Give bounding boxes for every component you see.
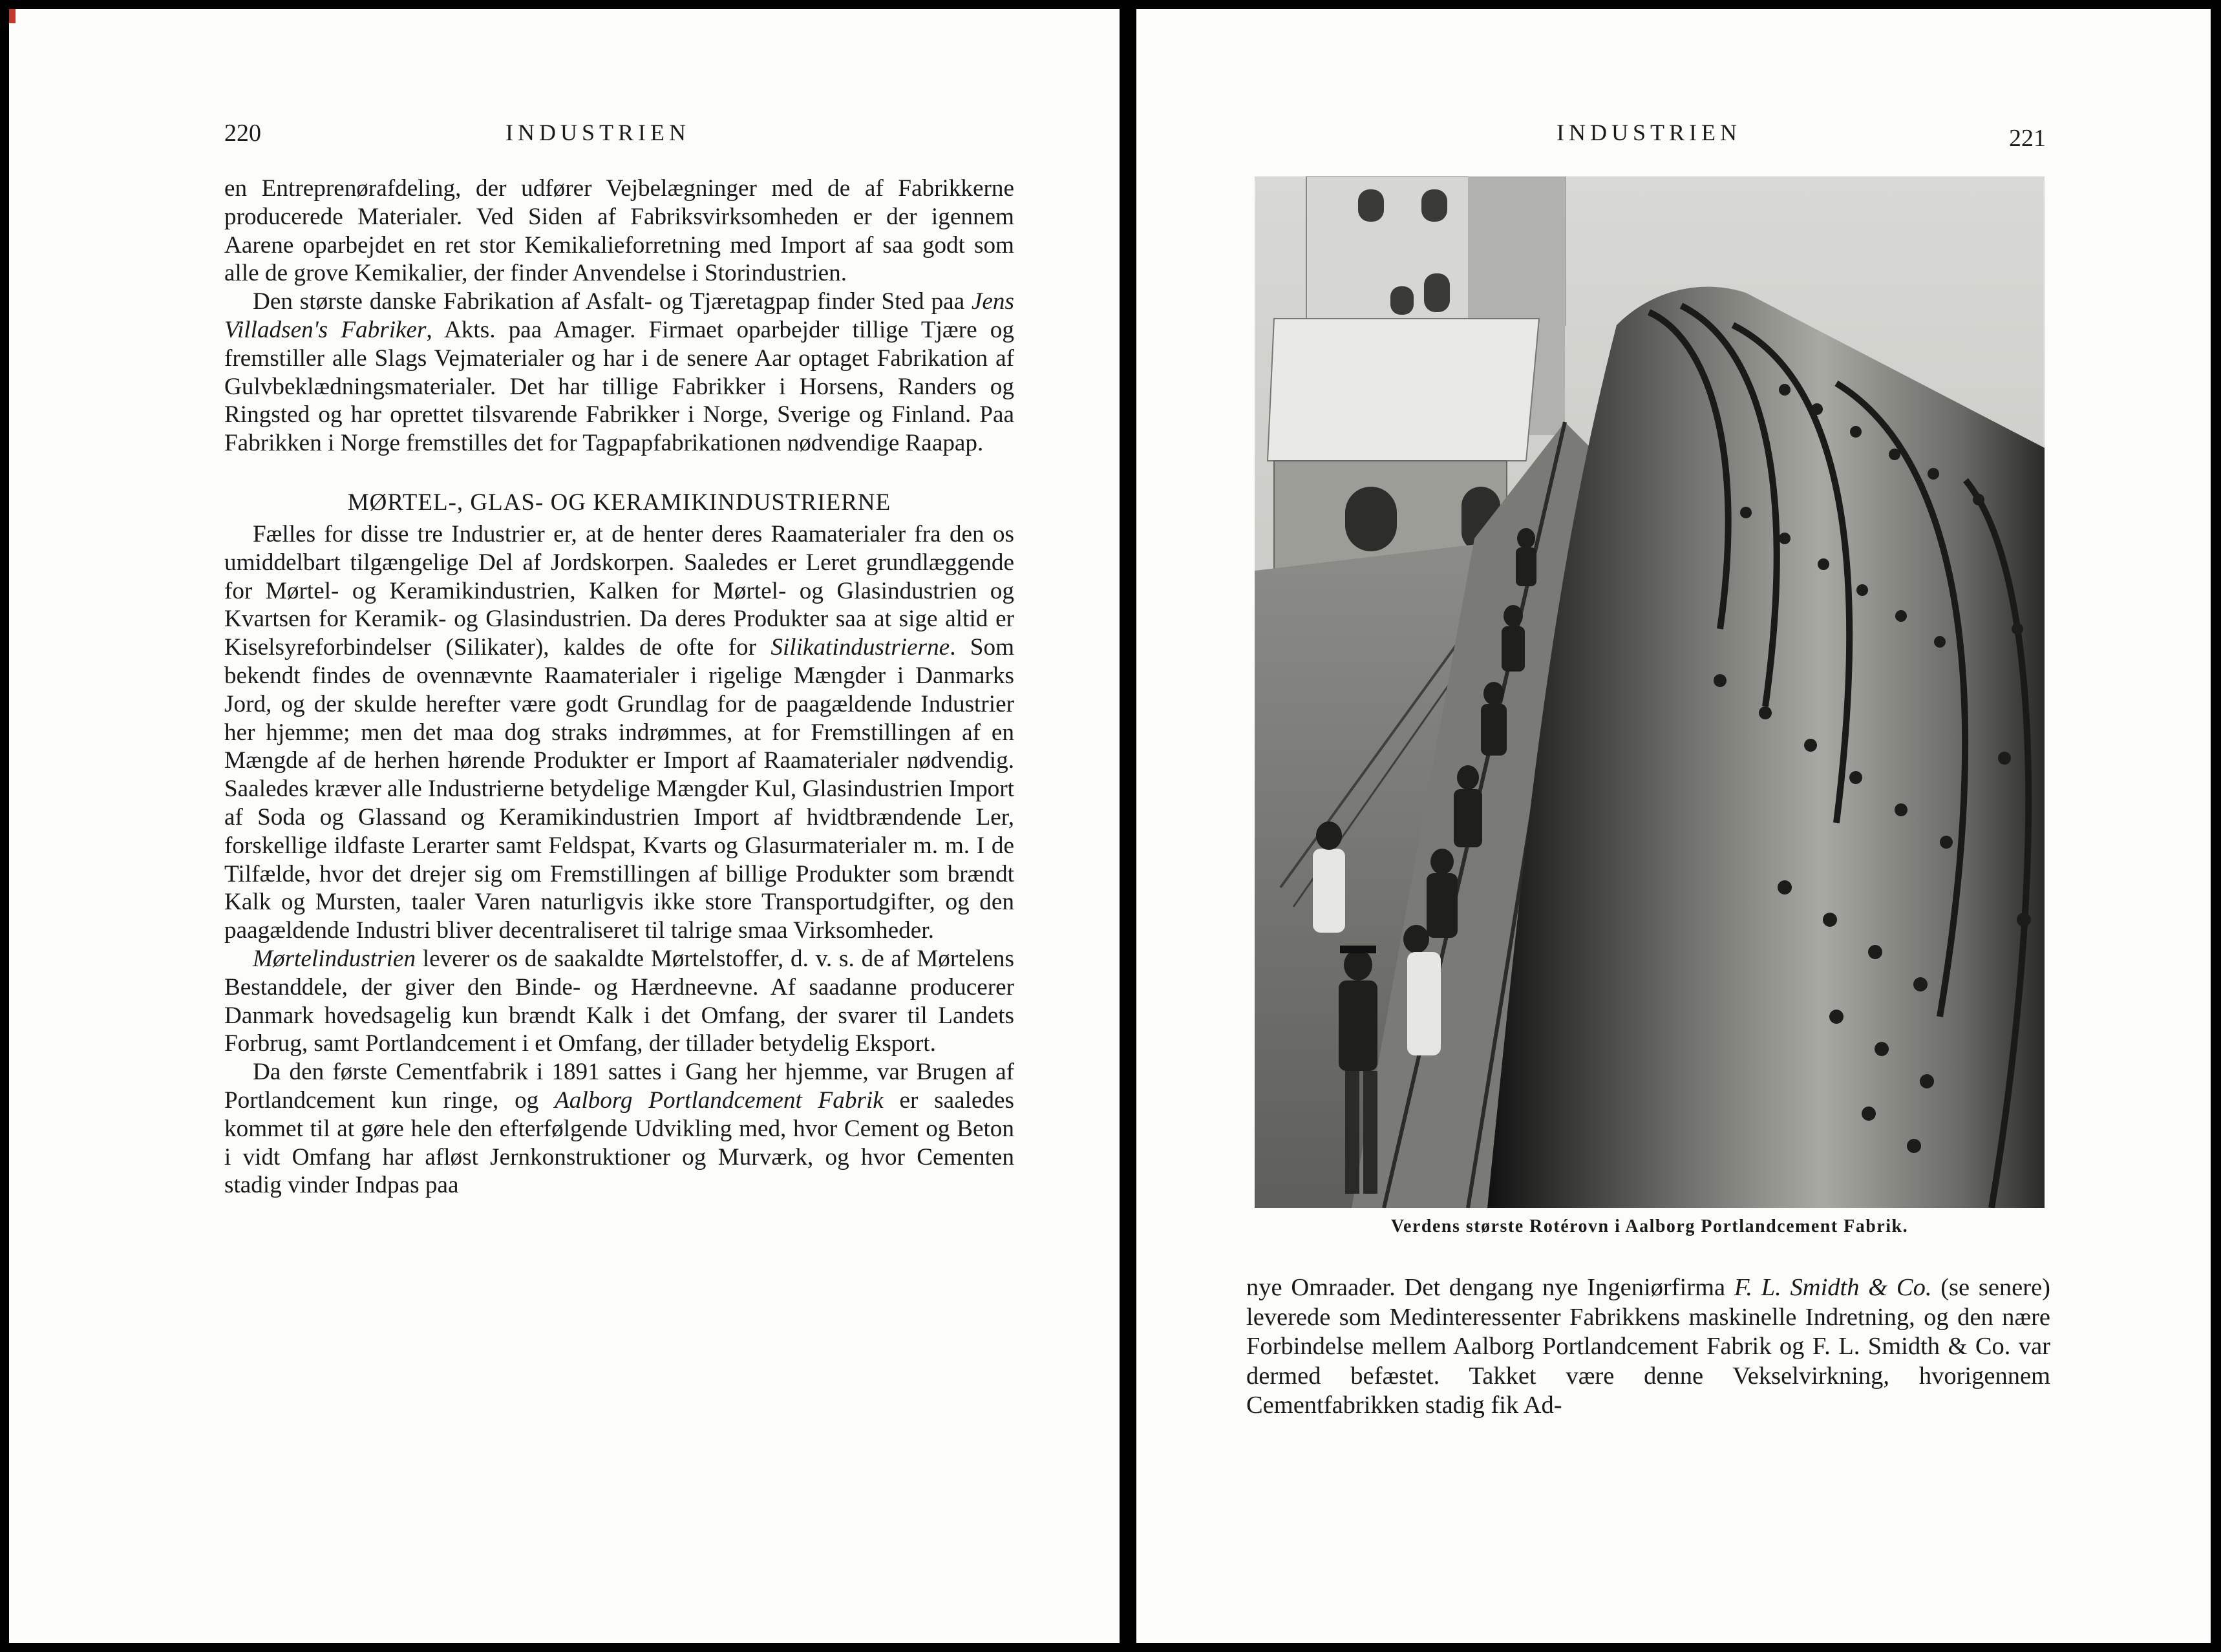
photo-caption: Verdens største Rotérovn i Aalborg Portlandcement Fabrik.: [1390, 1216, 1909, 1236]
page-number: 220: [224, 120, 261, 147]
text-run: (se senere) leverede som Medinteressenter Fabrikkens maskinelle Indretning, og den nære Forbindelse mellem Aalborg Portlandcement Fabrik og F. L. Smidth & Co. var dermed befæstet. Takket være denne Vekselvirkning, hvorigennem Cementfabrikken stadig fik Ad-: [1246, 1274, 2050, 1419]
italic-text: Aalborg Portlandcement Fabrik: [555, 1086, 884, 1114]
text-run: leverer os de saakaldte Mørtelstoffer, d. v. s. de af Mørtelens Bestanddele, der giver den Binde- og Hærdneevne. Af saadanne producerer Danmark hovedsagelig kun brændt Kalk i det Omfang, der svarer til Landets Forbrug, samt Portlandcement i et Omfang, der tillader betydelig Eksport.: [224, 945, 1014, 1057]
text-run: Da den første Cementfabrik i 1891 sattes i Gang her hjemme, var Brugen af Portlandcement kun ringe, og: [224, 1059, 1014, 1114]
running-head: INDUSTRIEN: [505, 120, 690, 145]
right-page: [1136, 9, 2211, 1643]
left-text-block: [224, 175, 1014, 1200]
text-run: en Entreprenørafdeling, der udfører Vejbelægninger med de af Fabrikkerne producerede Materialer. Ved Siden af Fabriksvirksomheden er der igennem Aarene oparbejdet en ret stor Kemikalieforretning med Import af saa godt som alle de grove Kemikalier, der finder Anvendelse i Storindustrien.: [224, 175, 1014, 287]
paragraphs-before-heading: [224, 175, 1014, 458]
paragraphs-after-heading: [224, 520, 1014, 1200]
photo-illustration: [1255, 176, 2045, 1208]
paragraph: [224, 1058, 1014, 1200]
italic-text: Jens Villadsen's Fabriker: [224, 288, 1014, 343]
text-run: Den største danske Fabrikation af Asfalt- og Tjæretagpap finder Sted paa: [253, 288, 972, 315]
rotary-kiln-photo: [1255, 176, 2045, 1208]
paragraph: [224, 288, 1014, 458]
text-run: Fælles for disse tre Industrier er, at de henter deres Raamaterialer fra den os umiddelbart tilgængelige Del af Jordskorpen. Saaledes er Leret grundlæggende for Mørtel- og Keramikindustrien, Kalken for Mørtel- og Glasindustrien og Kvartsen for Keramik- og Glasindustrien. Da deres Produkter saa at sige altid er Kiselsyreforbindelser (Silikater), kaldes de ofte for: [224, 520, 1014, 661]
paragraph: [224, 520, 1014, 945]
page-number: 221: [2009, 125, 2046, 152]
running-head: INDUSTRIEN: [1557, 120, 1741, 145]
right-paragraphs: [1246, 1273, 2050, 1421]
section-heading: MØRTEL-, GLAS- OG KERAMIKINDUSTRIERNE: [347, 489, 891, 516]
paragraph: [224, 945, 1014, 1058]
italic-text: Mørtelindustrien: [253, 945, 416, 972]
text-run: nye Omraader. Det dengang nye Ingeniørfirma: [1246, 1274, 1734, 1301]
paragraph: [224, 175, 1014, 288]
text-run: , Akts. paa Amager. Firmaet oparbejder tillige Tjære og fremstiller alle Slags Vejmaterialer og har i de senere Aar optaget Fabrikation af Gulvbeklædningsmaterialer. Det har tillige Fabrikker i Horsens, Randers og Ringsted og har oprettet tilsvarende Fabrikker i Norge, Sverige og Finland. Paa Fabrikken i Norge fremstilles det for Tagpapfabrikationen nødvendige Raapap.: [224, 316, 1014, 457]
italic-text: F. L. Smidth & Co.: [1734, 1274, 1932, 1301]
text-run: . Som bekendt findes de ovennævnte Raamaterialer i rigelige Mængder i Danmarks Jord, og der skulde herefter være godt Grundlag for de paagældende Industrier her hjemme; men det maa dog straks indrømmes, at for Fremstillingen af en Mængde af de herhen hørende Produkter er Import af Raamaterialer nødvendig. Saaledes kræver alle Industrierne betydelige Mængder Kul, Glasindustrien Import af Soda og Glassand og Keramikindustrien Import af hvidtbrændende Ler, forskellige ildfaste Lerarter samt Feldspat, Kvarts og Glasurmaterialer m. m. I de Tilfælde, hvor det drejer sig om Fremstillingen af billige Produkter som brændt Kalk og Mursten, taaler Varen naturligvis ikke store Transportudgifter, og den paagældende Industri bliver decentraliseret til talrige smaa Virksomheder.: [224, 634, 1015, 944]
text-run: er saaledes kommet til at gøre hele den efterfølgende Udvikling med, hvor Cement og Beton i vidt Omfang har afløst Jernkonstruktioner og Murværk, og hvor Cementen stadig vinder Indpas paa: [224, 1086, 1015, 1199]
left-page: [9, 9, 1120, 1643]
italic-text: Silikatindustrierne: [770, 634, 950, 661]
corner-mark: [9, 9, 16, 23]
right-text-block: [1246, 1273, 2050, 1421]
paragraph: [1246, 1273, 2050, 1421]
